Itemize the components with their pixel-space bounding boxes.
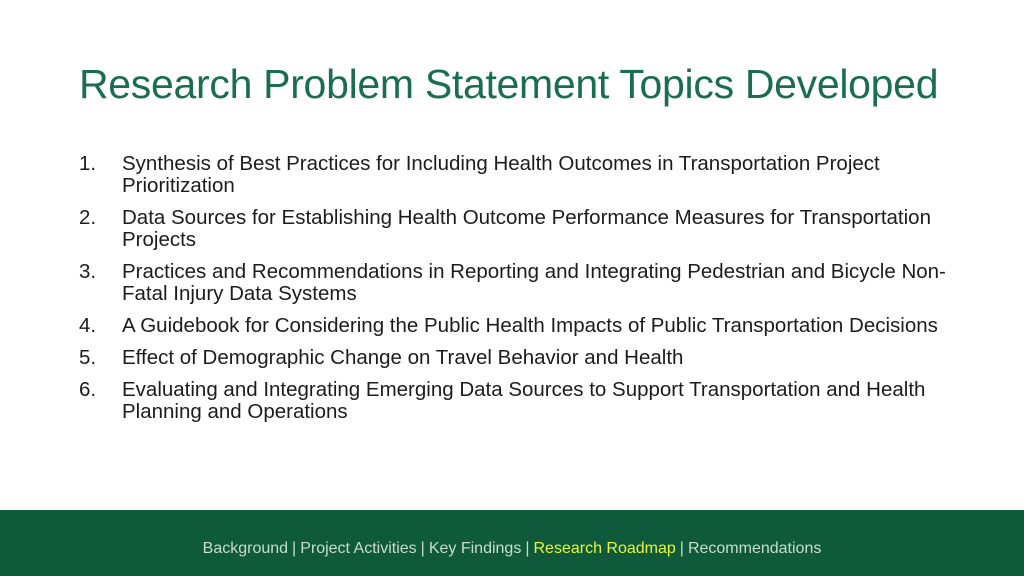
topic-text: Evaluating and Integrating Emerging Data Sources to Support Transportation and Health Planning and Operations <box>122 378 926 423</box>
topic-text: Data Sources for Establishing Health Outcome Performance Measures for Transportation Projects <box>122 206 931 251</box>
nav-link-project-activities[interactable]: Project Activities <box>300 540 417 557</box>
nav-separator: | <box>679 540 684 557</box>
nav-separator: | <box>525 540 530 557</box>
topic-number: 4. <box>79 314 97 337</box>
topic-item-5 <box>79 347 959 369</box>
topic-text: Effect of Demographic Change on Travel Behavior and Health <box>122 346 684 369</box>
nav-link-research-roadmap[interactable]: Research Roadmap <box>533 540 676 557</box>
topic-item-4 <box>79 315 959 337</box>
topic-item-6 <box>79 379 959 423</box>
topic-number: 1. <box>79 152 97 175</box>
nav-link-background[interactable]: Background <box>202 540 289 557</box>
nav-separator: | <box>292 540 297 557</box>
footer-bar <box>0 510 1024 576</box>
topic-number: 5. <box>79 346 97 369</box>
nav-link-key-findings[interactable]: Key Findings <box>428 540 522 557</box>
nav-separator: | <box>420 540 425 557</box>
topic-number: 2. <box>79 206 97 229</box>
nav-link-recommendations[interactable]: Recommendations <box>687 540 822 557</box>
footer-nav <box>0 539 1024 559</box>
topic-item-3 <box>79 261 959 305</box>
topic-item-1 <box>79 153 959 197</box>
topic-text: Synthesis of Best Practices for Including Health Outcomes in Transportation Project Prioritization <box>122 152 880 197</box>
topic-list <box>79 153 959 433</box>
topic-item-2 <box>79 207 959 251</box>
slide-title: Research Problem Statement Topics Developed <box>79 61 939 107</box>
topic-number: 3. <box>79 260 97 283</box>
topic-text: Practices and Recommendations in Reporting and Integrating Pedestrian and Bicycle Non-Fatal Injury Data Systems <box>122 260 946 305</box>
topic-number: 6. <box>79 378 97 401</box>
topic-text: A Guidebook for Considering the Public Health Impacts of Public Transportation Decisions <box>122 314 938 337</box>
